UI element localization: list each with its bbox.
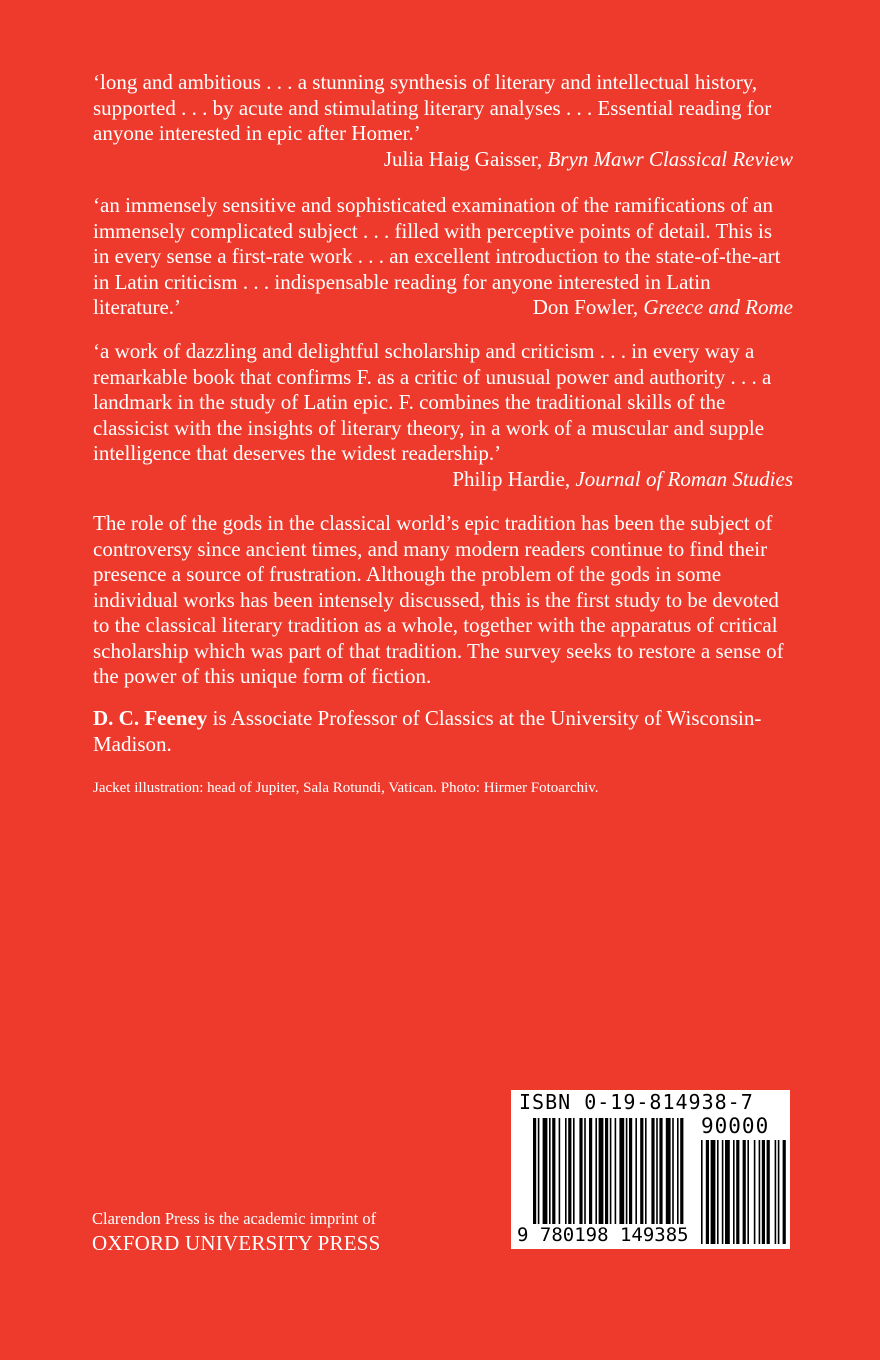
- quote-text: ‘long and ambitious . . . a stunning synthesis of literary and intellectual history, supported . . . by acute and stimulating literary analyses . . . Essential reading for anyone interested in epic after Homer.’: [93, 70, 772, 145]
- addon-number: 90000: [701, 1114, 770, 1138]
- addon-bar: [747, 1140, 749, 1244]
- barcode-bar: [651, 1118, 654, 1224]
- barcode-bar: [549, 1118, 551, 1224]
- addon-bar: [722, 1140, 724, 1244]
- addon-bar: [762, 1140, 765, 1244]
- quote-attribution: [93, 147, 793, 173]
- barcode-bar: [615, 1118, 617, 1224]
- barcode-bar: [640, 1118, 643, 1224]
- addon-bar: [717, 1140, 719, 1244]
- barcode-bar: [538, 1118, 540, 1224]
- barcode-bar: [619, 1118, 624, 1224]
- barcode-bar: [635, 1118, 637, 1224]
- imprint-line: Clarendon Press is the academic imprint of: [92, 1209, 377, 1228]
- addon-bar: [743, 1140, 746, 1244]
- barcode-bar: [533, 1118, 536, 1224]
- barcode-bar: [552, 1118, 555, 1224]
- isbn-label: ISBN 0-19-814938-7: [519, 1090, 754, 1114]
- barcode-bar: [573, 1118, 575, 1224]
- quote-attribution: [93, 467, 793, 493]
- addon-bar: [778, 1140, 780, 1244]
- addon-bar: [711, 1140, 716, 1244]
- author-bio-text: is Associate Professor of Classics at the University of Wisconsin-Madison.: [93, 706, 762, 756]
- barcode-bar: [645, 1118, 647, 1224]
- quote-author: Don Fowler,: [532, 295, 639, 319]
- jacket-credit: Jacket illustration: head of Jupiter, Sala Rotundi, Vatican. Photo: Hirmer Fotoarchiv.: [93, 780, 599, 796]
- barcode-bar: [610, 1118, 612, 1224]
- barcode-bar: [595, 1118, 597, 1224]
- quote-publication: Journal of Roman Studies: [575, 466, 793, 491]
- barcode-bar: [666, 1118, 671, 1224]
- quote-attribution: [93, 295, 793, 321]
- addon-bar: [759, 1140, 761, 1244]
- publisher-imprint: [92, 1208, 381, 1256]
- quote-publication: Greece and Rome: [643, 295, 793, 319]
- barcode-box: [511, 1090, 790, 1249]
- barcode-bar: [659, 1118, 662, 1224]
- addon-bar: [783, 1140, 786, 1244]
- barcode-bar: [568, 1118, 571, 1224]
- barcode-bar: [677, 1118, 679, 1224]
- barcode-bar: [584, 1118, 586, 1224]
- addon-bar: [754, 1140, 756, 1244]
- quote-publication: Bryn Mawr Classical Review: [547, 146, 793, 171]
- barcode-bar: [559, 1118, 561, 1224]
- barcode-bar: [672, 1118, 674, 1224]
- quote-2: [93, 193, 793, 321]
- barcode-bar: [605, 1118, 608, 1224]
- addon-bar: [725, 1140, 730, 1244]
- addon-bar: [736, 1140, 739, 1244]
- quote-author: Philip Hardie,: [452, 466, 571, 491]
- quote-text: ‘a work of dazzling and delightful scholarship and criticism . . . in every way a remarkable book that confirms F. as a critic of unusual power and authority . . . a landmark in the study of Latin epic. F. combines the traditional skills of the classicist with the insights of literary theory, in a work of a muscular and supple intelligence that deserves the widest readership.’: [93, 339, 772, 465]
- barcode-bar: [656, 1118, 658, 1224]
- addon-bar: [706, 1140, 709, 1244]
- quote-author: Julia Haig Gaisser,: [383, 146, 543, 171]
- ean-number: 9 780198 149385: [517, 1224, 689, 1246]
- author-name: D. C. Feeney: [93, 706, 208, 730]
- barcode-bar: [599, 1118, 604, 1224]
- barcode-bar: [626, 1118, 628, 1224]
- barcode-bar: [579, 1118, 582, 1224]
- quote-text: ‘an immensely sensitive and sophisticated examination of the ramifications of an immensely complicated subject . . . filled with perceptive points of detail. This is in every sense a first-rate work . . . an excellent introduction to the state-of-the-art in Latin criticism . . . indispensable reading for anyone interested in Latin literature.’: [93, 193, 781, 319]
- barcode-bar: [629, 1118, 632, 1224]
- barcode-bar: [565, 1118, 567, 1224]
- addon-bar: [775, 1140, 777, 1244]
- addon-bar: [767, 1140, 770, 1244]
- addon-bar: [733, 1140, 735, 1244]
- quote-3: [93, 339, 793, 492]
- author-bio: [93, 706, 793, 757]
- quote-1: [93, 70, 793, 172]
- barcode-bar: [543, 1118, 548, 1224]
- publisher-name: OXFORD UNIVERSITY PRESS: [92, 1231, 381, 1255]
- book-description: The role of the gods in the classical world’s epic tradition has been the subject of controversy since ancient times, and many modern readers continue to find their presence a source of frustration. Although the problem of the gods in some individual works has been intensely discussed, this is the first study to be devoted to the classical literary tradition as a whole, together with the apparatus of critical scholarship which was part of that tradition. The survey seeks to restore a sense of the power of this unique form of fiction.: [93, 511, 784, 688]
- barcode-bar: [589, 1118, 592, 1224]
- addon-bar: [701, 1140, 703, 1244]
- barcode-bar: [680, 1118, 683, 1224]
